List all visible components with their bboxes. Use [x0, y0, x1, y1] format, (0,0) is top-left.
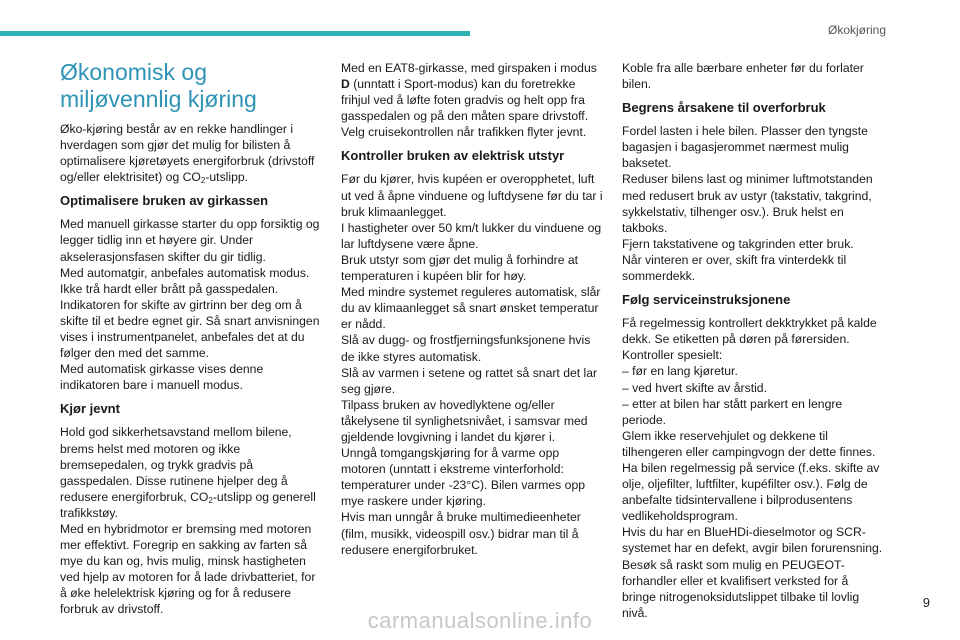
- paragraph: Når vinteren er over, skift fra vinterdekk til sommerdekk.: [622, 252, 847, 284]
- list-item: – før en lang kjøretur.: [622, 364, 738, 379]
- page-number: 9: [922, 595, 930, 610]
- paragraph: Unngå tomgangskjøring for å varme opp motoren (unntatt i ekstreme vinterforhold: temperaturer under -23°C). Bilen varmes opp mye raskere under kjøring.: [341, 446, 585, 509]
- paragraph: Fjern takstativene og takgrinden etter bruk.: [622, 236, 854, 251]
- paragraph: Fordel lasten i hele bilen. Plasser den tyngste bagasjen i bagasjerommet nærmest mulig baksetet.: [622, 124, 868, 171]
- header-accent-bar: [0, 31, 470, 36]
- paragraph: Kontroller spesielt:: [622, 348, 723, 363]
- heading-service: Følg serviceinstruksjonene: [622, 292, 791, 308]
- section-label: Økokjøring: [827, 23, 886, 37]
- paragraph: Med en hybridmotor er bremsing med motoren mer effektivt. Foregrip en sakking av farten så mye du kan og, hvis mulig, minsk hastigheten ved hjelp av motoren for å lade drivbatteriet, for å øke helelektrisk kjøring og for å redusere forbruk av drivstoff.: [60, 521, 316, 617]
- list-item: – ved hvert skifte av årstid.: [622, 380, 767, 395]
- paragraph: Slå av dugg- og frostfjerningsfunksjonene hvis de ikke styres automatisk.: [341, 333, 591, 364]
- list-item: – etter at bilen har stått parkert en lengre periode.: [622, 396, 843, 427]
- paragraph: Reduser bilens last og minimer luftmotstanden med redusert bruk av ustyr (takstativ, takgrind, sykkelstativ, tilhenger osv.). Bruk helst en takboks.: [622, 172, 873, 235]
- heading-overconsumption: Begrens årsakene til overforbruk: [622, 100, 826, 116]
- paragraph: Hvis du har en BlueHDi-dieselmotor og SCR-systemet har en defekt, avgir bilen forurensning. Besøk så raskt som mulig en PEUGEOT-forhandler eller et kvalifisert verksted for å bringe nitrogenoksidutslippet tilbake til lovlig nivå.: [622, 525, 883, 620]
- paragraph: Slå av varmen i setene og rattet så snart det lar seg gjøre.: [341, 365, 598, 396]
- paragraph: Hvis man unngår å bruke multimedieenheter (film, musikk, videospill osv.) bidrar man til å redusere energiforbruket.: [341, 510, 581, 557]
- paragraph: Ha bilen regelmessig på service (f.eks. skifte av olje, oljefilter, luftfilter, kupéfilter osv.). Følg de anbefalte tidsintervallene i bilprodusentens vedlikeholdsprogram.: [622, 460, 880, 524]
- paragraph: I hastigheter over 50 km/t lukker du vinduene og lar luftdysene være åpne.: [341, 220, 602, 251]
- page-title: Økonomisk og miljøvennlig kjøring: [60, 59, 257, 112]
- paragraph: Med automatisk girkasse vises denne indikatoren bare i manuell modus.: [60, 362, 264, 393]
- paragraph: Få regelmessig kontrollert dekktrykket på kalde dekk. Se etiketten på døren på førersiden.: [622, 316, 877, 347]
- paragraph: Hold god sikkerhetsavstand mellom bilene, brems helst med motoren og ikke bremsepedalen, og trykk gradvis på gasspedalen. Disse rutinene hjelper deg å redusere energiforbruk, $CO_2$-utslipp og generell trafikkstøy.: [60, 425, 316, 520]
- paragraph: Bruk utstyr som gjør det mulig å forhindre at temperaturen i kupéen blir for høy.: [341, 252, 579, 284]
- intro-paragraph: Øko-kjøring består av en rekke handlinger i hverdagen som gjør det mulig for bilisten å optimalisere kjøretøyets energiforbruk (drivstoff og/eller elektrisitet) og $CO_2$-utslipp.: [60, 122, 315, 186]
- column-2: [341, 60, 603, 558]
- paragraph: Med en EAT8-girkasse, med girspaken i modus D (unntatt i Sport-modus) kan du foretrekke frihjul ved å løfte foten gradvis og helt opp fra gasspedalen og på den måten spare drivstoff.: [341, 61, 597, 124]
- heading-electrical-equipment: Kontroller bruken av elektrisk utstyr: [341, 148, 565, 164]
- paragraph: Med automatgir, anbefales automatisk modus. Ikke trå hardt eller brått på gasspedalen.: [60, 265, 310, 296]
- heading-gearbox: Optimalisere bruken av girkassen: [60, 193, 269, 209]
- paragraph: Velg cruisekontrollen når trafikken flyter jevnt.: [341, 125, 587, 140]
- paragraph: Med manuell girkasse starter du opp forsiktig og legger tidlig inn et høyere gir. Under akselerasjonsfasen skifter du gir tidlig.: [60, 217, 320, 264]
- column-1: [60, 53, 322, 618]
- paragraph: Koble fra alle bærbare enheter før du forlater bilen.: [622, 61, 864, 92]
- heading-drive-smoothly: Kjør jevnt: [60, 401, 120, 417]
- paragraph: Før du kjører, hvis kupéen er overopphetet, luft ut ved å åpne vinduene og luftdysene før du tar i bruk klimaanlegget.: [341, 172, 603, 219]
- paragraph: Med mindre systemet reguleres automatisk, slår du av klimaanlegget så snart ønsket temperatur er nådd.: [341, 285, 601, 332]
- paragraph: Indikatoren for skifte av girtrinn ber deg om å skifte til et bedre egnet gir. Så snart anvisningen vises i instrumentpanelet, anbefales det at du følger den med det samme.: [60, 297, 320, 361]
- paragraph: Tilpass bruken av hovedlyktene og/eller tåkelysene til synlighetsnivået, i samsvar med gjeldende lovgivning i landet du kjører i.: [341, 397, 588, 444]
- column-3: [622, 60, 884, 621]
- paragraph: Glem ikke reservehjulet og dekkene til tilhengeren eller campingvogn der dette finnes.: [622, 428, 876, 459]
- watermark: carmanualsonline.info: [367, 608, 593, 633]
